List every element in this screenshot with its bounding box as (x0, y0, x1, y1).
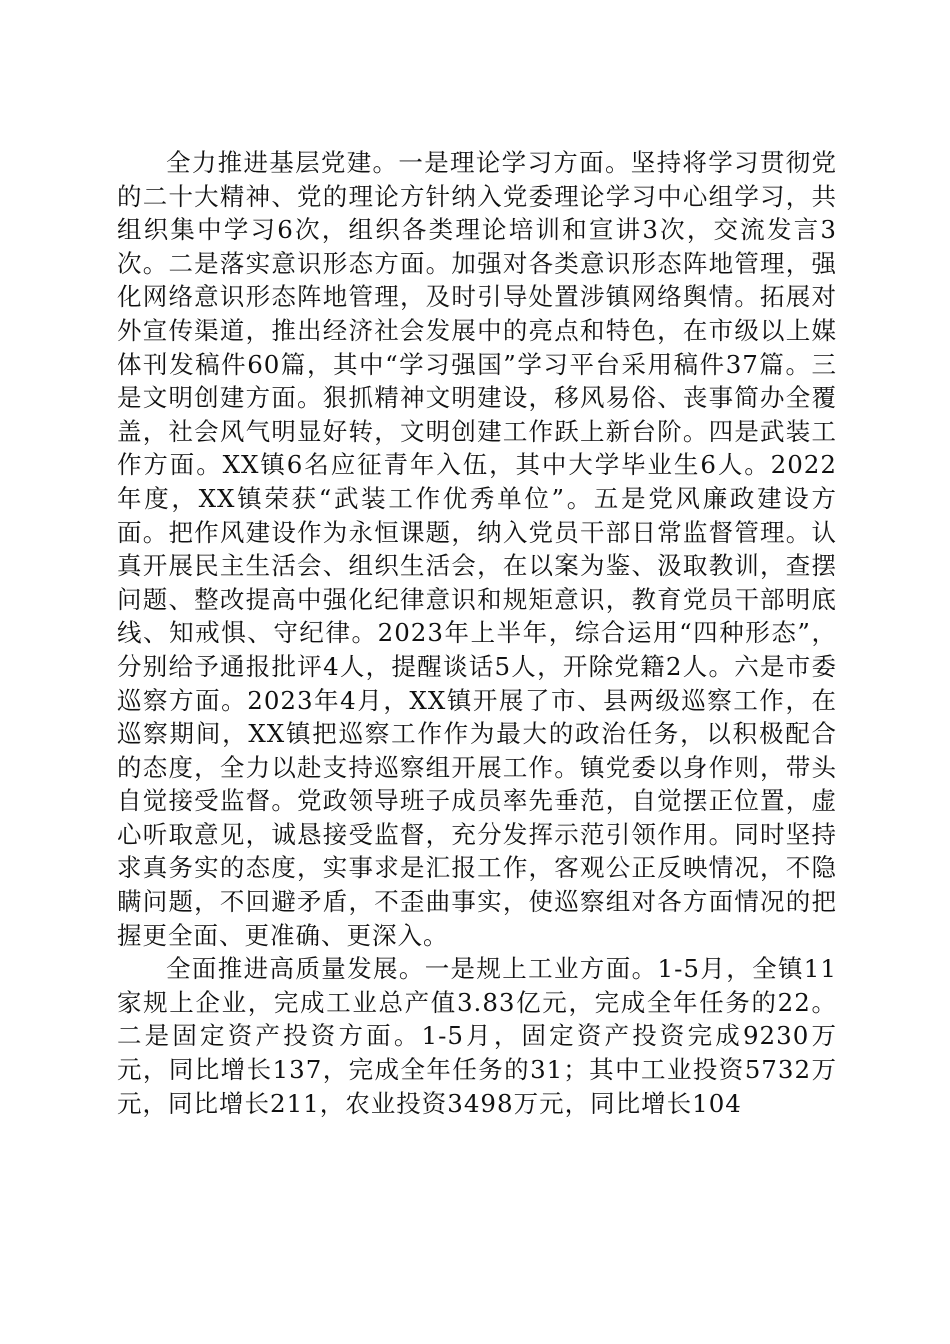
document-body (117, 146, 837, 1120)
paragraph-party-building: 全力推进基层党建。一是理论学习方面。坚持将学习贯彻党的二十大精神、党的理论方针纳入党委理论学习中心组学习，共组织集中学习6次，组织各类理论培训和宣讲3次，交流发言3次。二是落实意识形态方面。加强对各类意识形态阵地管理，强化网络意识形态阵地管理，及时引导处置涉镇网络舆情。拓展对外宣传渠道，推出经济社会发展中的亮点和特色，在市级以上媒体刊发稿件60篇，其中“学习强国”学习平台采用稿件37篇。三是文明创建方面。狠抓精神文明建设，移风易俗、丧事简办全覆盖，社会风气明显好转，文明创建工作跃上新台阶。四是武装工作方面。XX镇6名应征青年入伍，其中大学毕业生6人。2022年度，XX镇荣获“武装工作优秀单位”。五是党风廉政建设方面。把作风建设作为永恒课题，纳入党员干部日常监督管理。认真开展民主生活会、组织生活会，在以案为鉴、汲取教训，查摆问题、整改提高中强化纪律意识和规矩意识，教育党员干部明底线、知戒惧、守纪律。2023年上半年，综合运用“四种形态”，分别给予通报批评4人，提醒谈话5人，开除党籍2人。六是市委巡察方面。2023年4月，XX镇开展了市、县两级巡察工作，在巡察期间，XX镇把巡察工作作为最大的政治任务，以积极配合的态度，全力以赴支持巡察组开展工作。镇党委以身作则，带头自觉接受监督。党政领导班子成员率先垂范，自觉摆正位置，虚心听取意见，诚恳接受监督，充分发挥示范引领作用。同时坚持求真务实的态度，实事求是汇报工作，客观公正反映情况，不隐瞒问题，不回避矛盾，不歪曲事实，使巡察组对各方面情况的把握更全面、更准确、更深入。 (117, 148, 837, 950)
paragraph-high-quality-development: 全面推进高质量发展。一是规上工业方面。1-5月，全镇11家规上企业，完成工业总产值3.83亿元，完成全年任务的22。二是固定资产投资方面。1-5月，固定资产投资完成9230万元，同比增长137，完成全年任务的31；其中工业投资5732万元，同比增长211，农业投资3498万元，同比增长104 (117, 954, 837, 1118)
